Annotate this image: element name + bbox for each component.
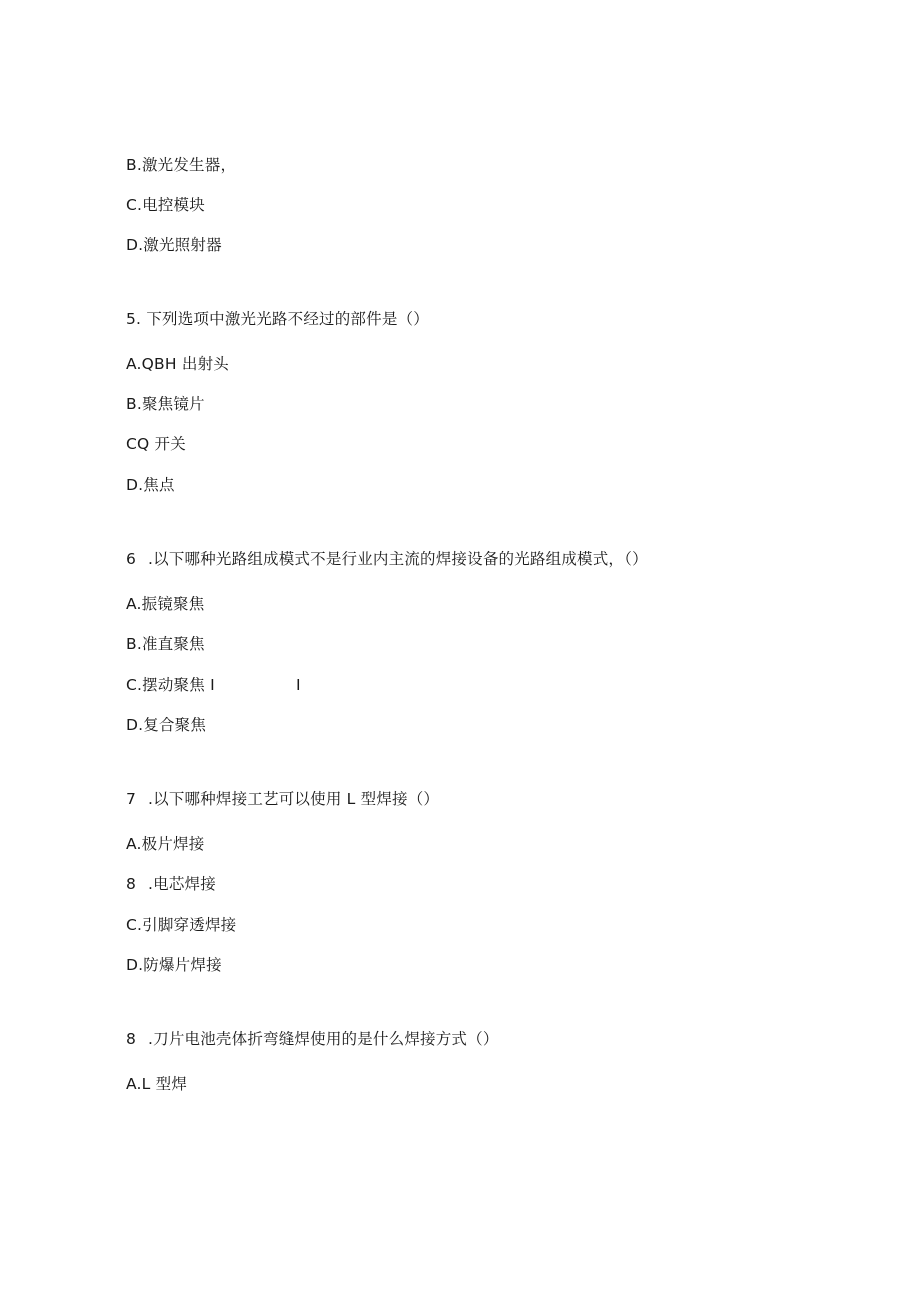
option-c-control-module: C.电控模块 — [126, 196, 205, 214]
question-8-number: 8 — [126, 1030, 137, 1048]
q7-option-b-number: 8 — [126, 875, 137, 893]
question-8-text: .刀片电池壳体折弯缝焊使用的是什么焊接方式（） — [148, 1030, 499, 1048]
q7-option-c: C.引脚穿透焊接 — [126, 916, 237, 934]
q7-option-a: A.极片焊接 — [126, 835, 205, 853]
option-d-laser-irradiator: D.激光照射器 — [126, 236, 222, 254]
question-6-number: 6 — [126, 550, 137, 568]
question-5: 5. 下列选项中激光光路不经过的部件是（） — [126, 310, 429, 328]
q5-option-b: B.聚焦镜片 — [126, 395, 205, 413]
option-b-laser-generator: B.激光发生器， — [126, 156, 237, 174]
q6-option-c-stray-mark: I — [296, 676, 301, 694]
question-8 — [126, 1029, 499, 1049]
q7-option-d: D.防爆片焊接 — [126, 956, 222, 974]
question-6-text: .以下哪种光路组成模式不是行业内主流的焊接设备的光路组成模式，（） — [148, 550, 648, 568]
q7-option-b — [126, 874, 216, 894]
question-7 — [126, 789, 439, 809]
question-6 — [126, 549, 648, 569]
question-7-number: 7 — [126, 790, 137, 808]
q5-option-c: CQ 开关 — [126, 435, 186, 453]
q6-option-d: D.复合聚焦 — [126, 716, 207, 734]
q5-option-a: A.QBH 出射头 — [126, 355, 229, 373]
q7-option-b-text: .电芯焊接 — [148, 875, 216, 893]
question-7-text: .以下哪种焊接工艺可以使用 L 型焊接（） — [148, 790, 440, 808]
q5-option-d: D.焦点 — [126, 476, 175, 494]
q6-option-b: B.准直聚焦 — [126, 635, 205, 653]
q6-option-c: C.摆动聚焦 I — [126, 676, 215, 694]
q6-option-a: A.振镜聚焦 — [126, 595, 205, 613]
q8-option-a: A.L 型焊 — [126, 1075, 188, 1093]
